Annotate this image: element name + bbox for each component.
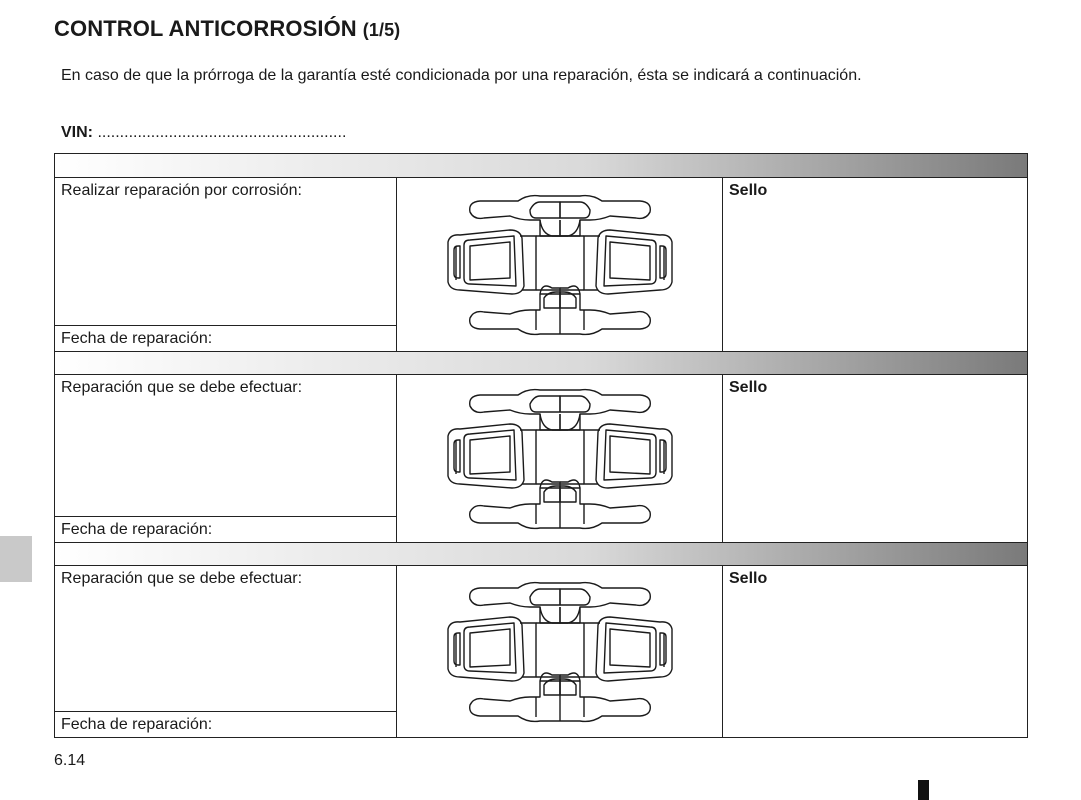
stamp-label: Sello: [729, 570, 768, 587]
car-body-diagram-icon: [397, 178, 723, 351]
page-corner-mark: [918, 780, 929, 800]
page-title: [54, 16, 400, 42]
car-body-diagram-icon: [397, 566, 723, 737]
section-header-band: [55, 351, 1027, 375]
stamp-cell: [723, 566, 1027, 737]
repair-section: [55, 154, 1027, 351]
repair-section: [55, 542, 1027, 737]
repair-cell: [55, 178, 397, 351]
section-header-band: [55, 542, 1027, 566]
car-body-diagram-icon: [397, 375, 723, 542]
page-title-text: CONTROL ANTICORROSIÓN: [54, 16, 357, 41]
section-header-band: [55, 154, 1027, 178]
intro-paragraph: En caso de que la prórroga de la garantía esté condicionada por una reparación, ésta se indicará a continuación.: [61, 67, 862, 84]
vin-label: VIN:: [61, 124, 93, 141]
repair-date-label: Fecha de reparación:: [55, 711, 396, 737]
repair-row: [55, 566, 1027, 737]
vin-line: [61, 124, 346, 142]
stamp-cell: [723, 375, 1027, 542]
page-title-suffix: (1/5): [362, 20, 401, 40]
stamp-cell: [723, 178, 1027, 351]
stamp-label: Sello: [729, 182, 768, 199]
repair-date-label: Fecha de reparación:: [55, 325, 396, 351]
repair-section: [55, 351, 1027, 542]
vin-dots: ........................................................: [97, 124, 347, 141]
repair-cell: [55, 375, 397, 542]
repair-row: [55, 375, 1027, 542]
repair-row: [55, 178, 1027, 351]
repair-label: Reparación que se debe efectuar:: [61, 379, 303, 396]
repair-label: Reparación que se debe efectuar:: [61, 570, 303, 587]
repair-cell: [55, 566, 397, 737]
repair-label: Realizar reparación por corrosión:: [61, 182, 302, 199]
page-number: 6.14: [54, 752, 86, 769]
chapter-side-tab: [0, 536, 32, 582]
stamp-label: Sello: [729, 379, 768, 396]
repair-table: [54, 153, 1028, 738]
repair-date-label: Fecha de reparación:: [55, 516, 396, 542]
